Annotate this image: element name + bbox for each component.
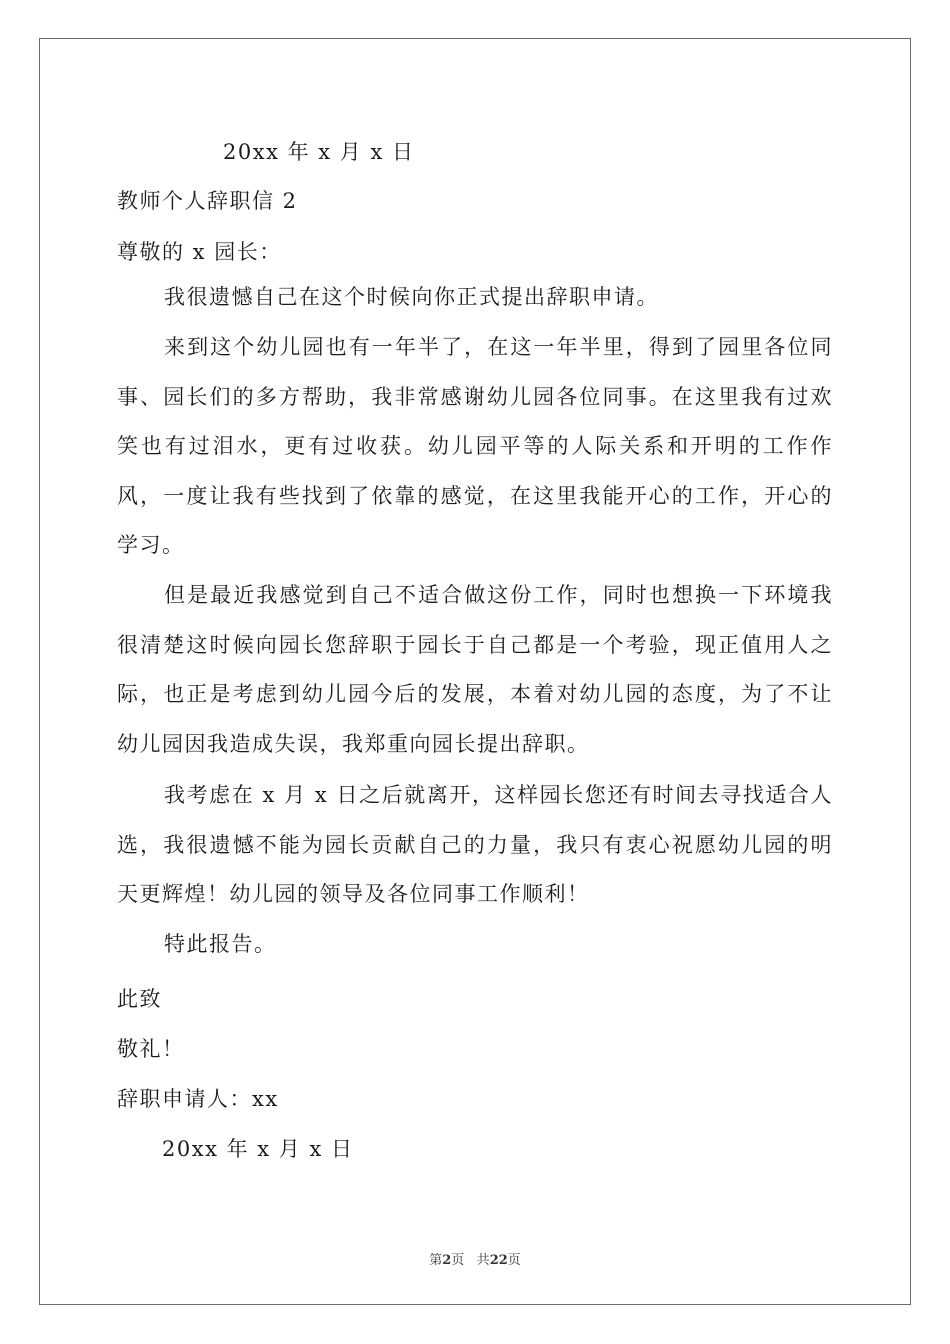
total-prefix: 共	[476, 1253, 490, 1268]
paragraph-1: 我很遗憾自己在这个时候向你正式提出辞职申请。	[164, 285, 659, 309]
letter-title: 教师个人辞职信 2	[117, 189, 298, 213]
page-suffix: 页	[451, 1253, 465, 1268]
total-suffix: 页	[507, 1253, 521, 1268]
paragraph-4: 我考虑在 x 月 x 日之后就离开，这样园长您还有时间去寻找适合人选，我很遗憾不能为园长贡献自己的力量，我只有衷心祝愿幼儿园的明天更辉煌！幼儿园的领导及各位同事工作顺利！	[117, 783, 833, 906]
paragraph-2: 来到这个幼儿园也有一年半了，在这一年半里，得到了园里各位同事、园长们的多方帮助，我非常感谢幼儿园各位同事。在这里我有过欢笑也有过泪水，更有过收获。幼儿园平等的人际关系和开明的工作作风，一度让我有些找到了依靠的感觉，在这里我能开心的工作，开心的学习。	[117, 335, 833, 557]
applicant: 辞职申请人：xx	[117, 1087, 279, 1111]
total-pages: 22	[489, 1253, 508, 1268]
bottom-date: 20xx 年 x 月 x 日	[162, 1137, 354, 1161]
paragraph-5: 特此报告。	[164, 932, 277, 956]
page-prefix: 第	[429, 1253, 443, 1268]
page-footer	[0, 1249, 950, 1268]
closing-2: 敬礼！	[117, 1037, 185, 1061]
closing-1: 此致	[117, 987, 162, 1011]
paragraph-3: 但是最近我感觉到自己不适合做这份工作，同时也想换一下环境我很清楚这时候向园长您辞职于园长于自己都是一个考验，现正值用人之际，也正是考虑到幼儿园今后的发展，本着对幼儿园的态度，为了不让幼儿园因我造成失误，我郑重向园长提出辞职。	[117, 583, 833, 756]
page-number: 2	[442, 1253, 452, 1268]
top-date: 20xx 年 x 月 x 日	[223, 140, 415, 164]
salutation: 尊敬的 x 园长：	[117, 240, 282, 264]
